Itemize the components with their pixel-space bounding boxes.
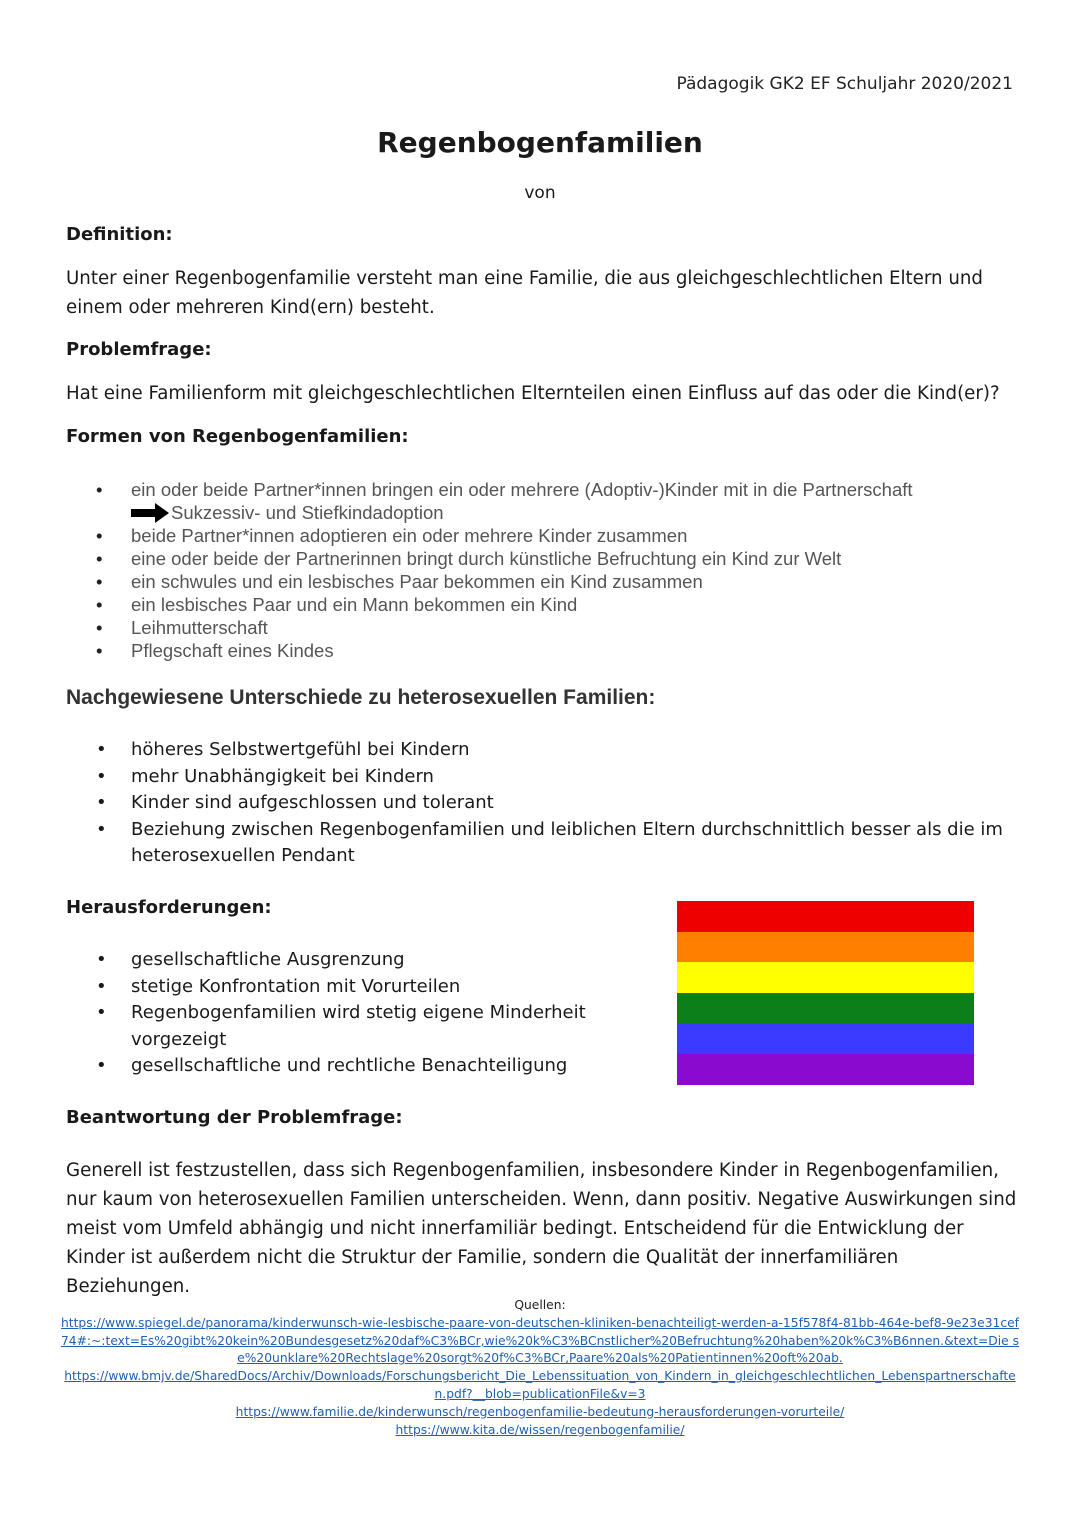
source-link[interactable]: https://www.spiegel.de/panorama/kinderwunsch-wie-lesbische-paare-von-deutschen-kliniken-benachteiligt-werden-a-15f578f4-81bb-464e-bef8-9e23e31cef74#:~:text=Es%20gibt%20kein%20Bundesgesetz%20daf%C3%BCr,wie%20k%C3%BCnstlicher%20Befruchtung%20haben%20k%C3%B6nnen.&text=Die se%20unklare%20Rechtslage%20sorgt%20f%C3%BCr,Paare%20als%20Patientinnen%20oft%20ab. [60, 1315, 1020, 1366]
list-item: • mehr Unabhängigkeit bei Kindern [66, 764, 1006, 791]
sources-heading: Quellen: [514, 1298, 566, 1312]
differences-list [66, 737, 1006, 870]
challenges-heading: Herausforderungen: [66, 897, 272, 918]
forms-list [66, 478, 1006, 662]
differences-heading: Nachgewiesene Unterschiede zu heterosexuellen Familien: [66, 686, 656, 709]
source-link[interactable]: https://www.kita.de/wissen/regenbogenfamilie/ [395, 1422, 685, 1437]
list-item: • Regenbogenfamilien wird stetig eigene Minderheit vorgezeigt [66, 1000, 626, 1053]
list-item: • Pflegschaft eines Kindes [66, 639, 1006, 662]
list-item: • beide Partner*innen adoptieren ein oder mehrere Kinder zusammen [66, 524, 1006, 547]
flag-stripe-orange [677, 932, 974, 963]
flag-stripe-green [677, 993, 974, 1024]
list-item: • gesellschaftliche und rechtliche Benachteiligung [66, 1053, 626, 1080]
list-item: • Beziehung zwischen Regenbogenfamilien und leiblichen Eltern durchschnittlich besser als die im heterosexuellen Pendant [66, 817, 1006, 870]
forms-heading: Formen von Regenbogenfamilien: [66, 426, 409, 447]
list-item: • Kinder sind aufgeschlossen und tolerant [66, 790, 1006, 817]
sub-note-text: Sukzessiv- und Stiefkindadoption [171, 502, 444, 523]
sub-note [131, 501, 1006, 524]
document-header: Pädagogik GK2 EF Schuljahr 2020/2021 [676, 74, 1013, 94]
flag-stripe-blue [677, 1024, 974, 1055]
list-item: • gesellschaftliche Ausgrenzung [66, 947, 626, 974]
list-item: • eine oder beide der Partnerinnen bringt durch künstliche Befruchtung ein Kind zur Welt [66, 547, 1006, 570]
flag-stripe-red [677, 901, 974, 932]
problem-text: Hat eine Familienform mit gleichgeschlechtlichen Elternteilen einen Einfluss auf das oder die Kind(er)? [66, 383, 1000, 404]
problem-heading: Problemfrage: [66, 339, 212, 360]
list-item: • Leihmutterschaft [66, 616, 1006, 639]
source-link[interactable]: https://www.bmjv.de/SharedDocs/Archiv/Downloads/Forschungsbericht_Die_Lebenssituation_von_Kindern_in_gleichgeschlechtlichen_Lebenspartnerschaften.pdf?__blob=publicationFile&v=3 [64, 1369, 1016, 1401]
answer-text: Generell ist festzustellen, dass sich Regenbogenfamilien, insbesondere Kinder in Regenbogenfamilien, nur kaum von heterosexuellen Familien unterscheiden. Wenn, dann positiv. Negative Auswirkungen sind meist vom Umfeld abhängig und nicht innerfamiliär bedingt. Entscheidend für die Entwicklung der Kinder ist außerdem nicht die Struktur der Familie, sondern die Qualität der innerfamiliären Beziehungen. [66, 1160, 1017, 1297]
list-item: • stetige Konfrontation mit Vorurteilen [66, 974, 626, 1001]
definition-text: Unter einer Regenbogenfamilie versteht man eine Familie, die aus gleichgeschlechtlichen Eltern und einem oder mehreren Kind(ern) besteht. [66, 268, 983, 318]
source-link[interactable]: https://www.familie.de/kinderwunsch/regenbogenfamilie-bedeutung-herausforderungen-vorurteile/ [235, 1404, 845, 1419]
flag-stripe-yellow [677, 962, 974, 993]
author-line: von [524, 183, 556, 203]
page-title: Regenbogenfamilien [377, 126, 703, 159]
list-item: • ein lesbisches Paar und ein Mann bekommen ein Kind [66, 593, 1006, 616]
list-item: • ein schwules und ein lesbisches Paar bekommen ein Kind zusammen [66, 570, 1006, 593]
rainbow-flag-image [677, 901, 974, 1085]
challenges-list [66, 947, 626, 1080]
list-item-text: ein oder beide Partner*innen bringen ein oder mehrere (Adoptiv-)Kinder mit in die Partnerschaft [131, 479, 913, 500]
right-arrow-icon [131, 503, 169, 523]
list-item: • höheres Selbstwertgefühl bei Kindern [66, 737, 1006, 764]
answer-heading: Beantwortung der Problemfrage: [66, 1107, 403, 1128]
sources-block [60, 1297, 1020, 1439]
list-item [66, 478, 1006, 524]
flag-stripe-purple [677, 1054, 974, 1085]
definition-heading: Definition: [66, 224, 173, 245]
